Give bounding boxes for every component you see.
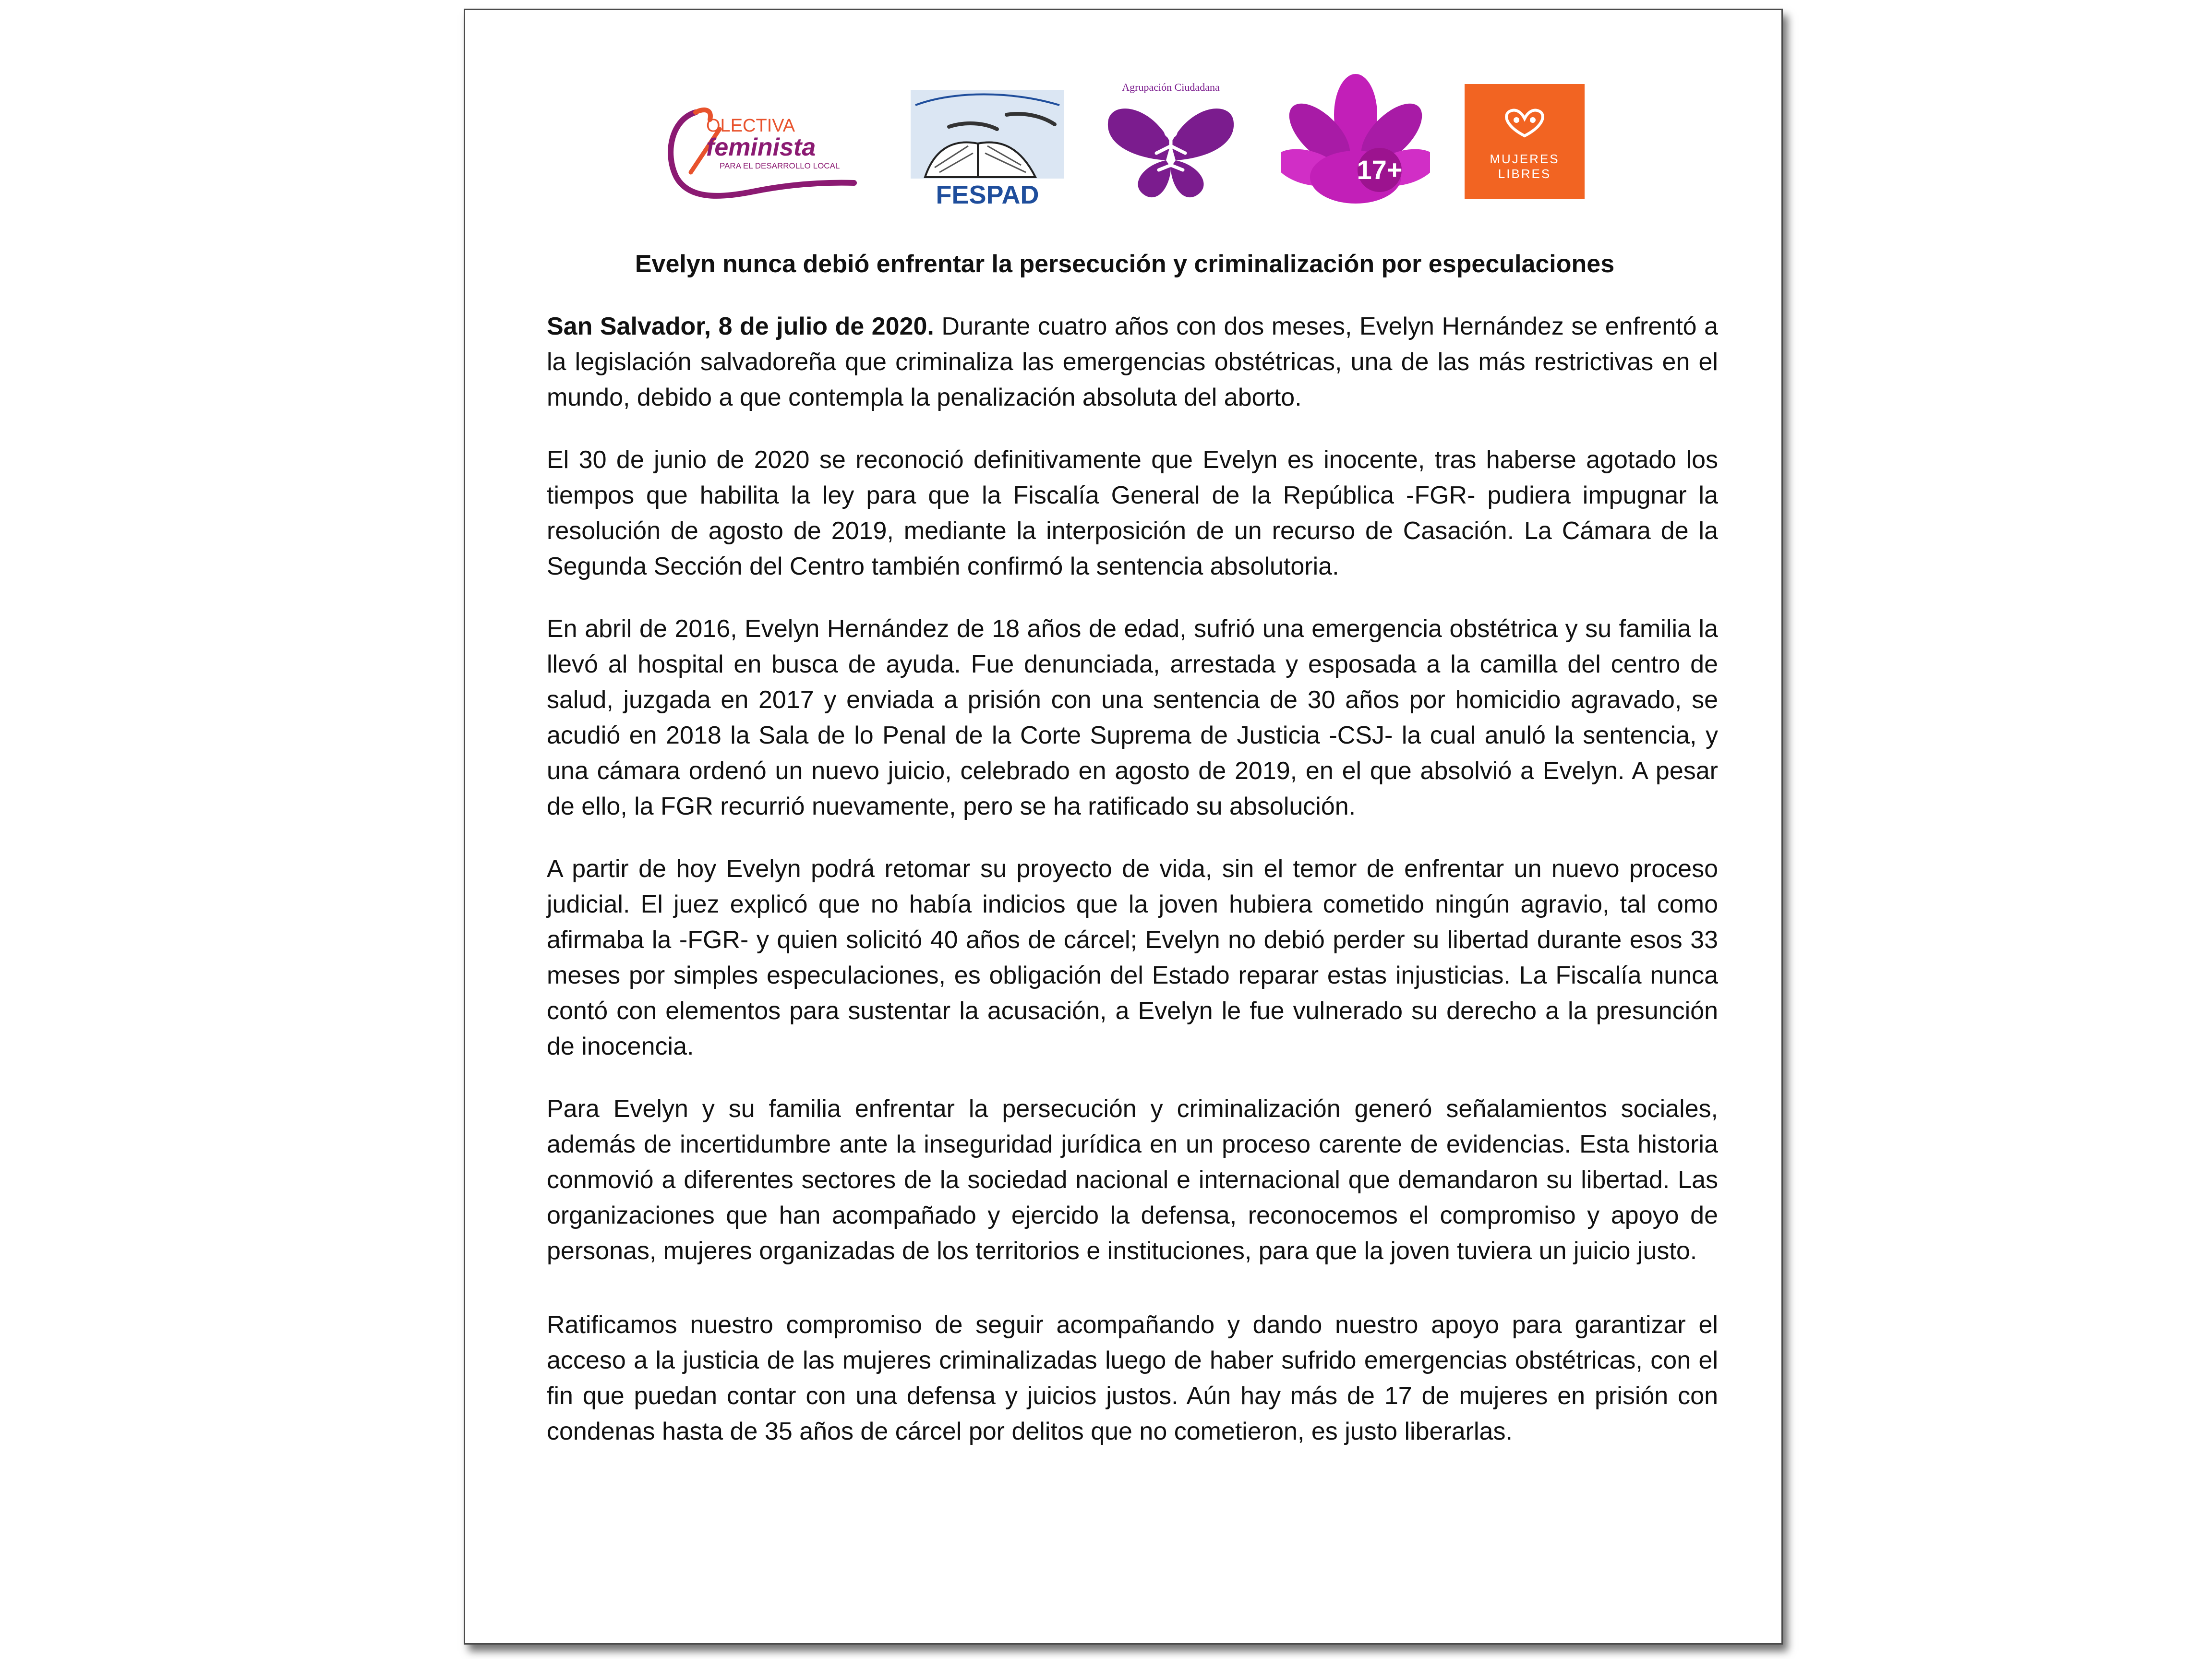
libres-word: LIBRES [1498, 167, 1551, 181]
feminista-word: feminista [706, 133, 816, 161]
document-page [464, 9, 1783, 1645]
paragraph-1 [547, 309, 1718, 415]
17-plus-label: 17+ [1357, 155, 1403, 185]
fespad-caption: FESPAD [936, 180, 1039, 209]
paragraph-3: En abril de 2016, Evelyn Hernández de 18 años de edad, sufrió una emergencia obstétrica y su familia la llevó al hospital en busca de ayuda. Fue denunciada, arrestada y esposada a la camilla del centro de salud, juzgada en 2017 y enviada a prisión con una sentencia de 30 años por homicidio agravado, se acudió en 2018 la Sala de lo Penal de la Corte Suprema de Justicia -CSJ- la cual anuló la sentencia, y una cámara ordenó un nuevo juicio, celebrado en agosto de 2019, en el que absolvió a Evelyn. A pesar de ello, la FGR recurrió nuevamente, pero se ha ratificado su absolución. [547, 615, 1718, 820]
paragraph-4: A partir de hoy Evelyn podrá retomar su proyecto de vida, sin el temor de enfrentar un nuevo proceso judicial. El juez explicó que no había indicios que la joven hubiera cometido ningún agravio, tal como afirmaba la -FGR- y quien solicitó 40 años de cárcel; Evelyn no debió perder su libertad durante esos 33 meses por simples especulaciones, es obligación del Estado reparar estas injusticias. La Fiscalía nunca contó con elementos para sustentar la acusación, a Evelyn le fue vulnerado su derecho a la presunción de inocencia. [547, 855, 1718, 1060]
mujeres-libres-logo [1465, 84, 1585, 199]
paragraph-6: Ratificamos nuestro compromiso de seguir acompañando y dando nuestro apoyo para garantizar el acceso a la justicia de las mujeres criminalizadas luego de haber sufrido emergencias obstétricas, con el fin que puedan contar con una defensa y juicios justos. Aún hay más de 17 de mujeres en prisión con condenas hasta de 35 años de cárcel por delitos que no cometieron, es justo liberarlas. [547, 1311, 1718, 1445]
logo-row [465, 67, 1781, 211]
document-body [547, 309, 1718, 1476]
colectiva-feminista-logo [662, 100, 864, 206]
lead-date: San Salvador, 8 de julio de 2020. [547, 313, 934, 340]
colectiva-word: OLECTIVA [706, 116, 795, 136]
paragraph-1-text: Durante cuatro años con dos meses, Evelyn Hernández se enfrentó a la legislación salvadoreña que criminaliza las emergencias obstétricas, una de las más restrictivas en el mundo, debido a que contempla la penalización absoluta del aborto. [547, 313, 1718, 411]
mujeres-word: MUJERES [1490, 152, 1560, 166]
colectiva-tagline: PARA EL DESARROLLO LOCAL [720, 161, 840, 170]
agrupacion-ciudadana-logo [1099, 76, 1243, 216]
agrupacion-arc-text: Agrupación Ciudadana [1122, 81, 1220, 93]
document-title: Evelyn nunca debió enfrentar la persecución y criminalización por especulaciones [635, 250, 1615, 278]
paragraph-2: El 30 de junio de 2020 se reconoció definitivamente que Evelyn es inocente, tras haberse agotado los tiempos que habilita la ley para que la Fiscalía General de la República -FGR- pudiera impugnar la resolución de agosto de 2019, mediante la interposición de un recurso de Casación. La Cámara de la Segunda Sección del Centro también confirmó la sentencia absolutoria. [547, 446, 1718, 580]
paragraph-5: Para Evelyn y su familia enfrentar la persecución y criminalización generó señalamientos sociales, además de incertidumbre ante la inseguridad jurídica en un proceso carente de evidencias. Esta historia conmovió a diferentes sectores de la sociedad nacional e internacional que demandaron su libertad. Las organizaciones que han acompañado y ejercido la defensa, reconocemos el compromiso y apoyo de personas, mujeres organizadas de los territorios e instituciones, para que la joven tuviera un juicio justo. [547, 1095, 1718, 1265]
fespad-logo [906, 86, 1069, 211]
17-plus-logo [1281, 72, 1430, 216]
